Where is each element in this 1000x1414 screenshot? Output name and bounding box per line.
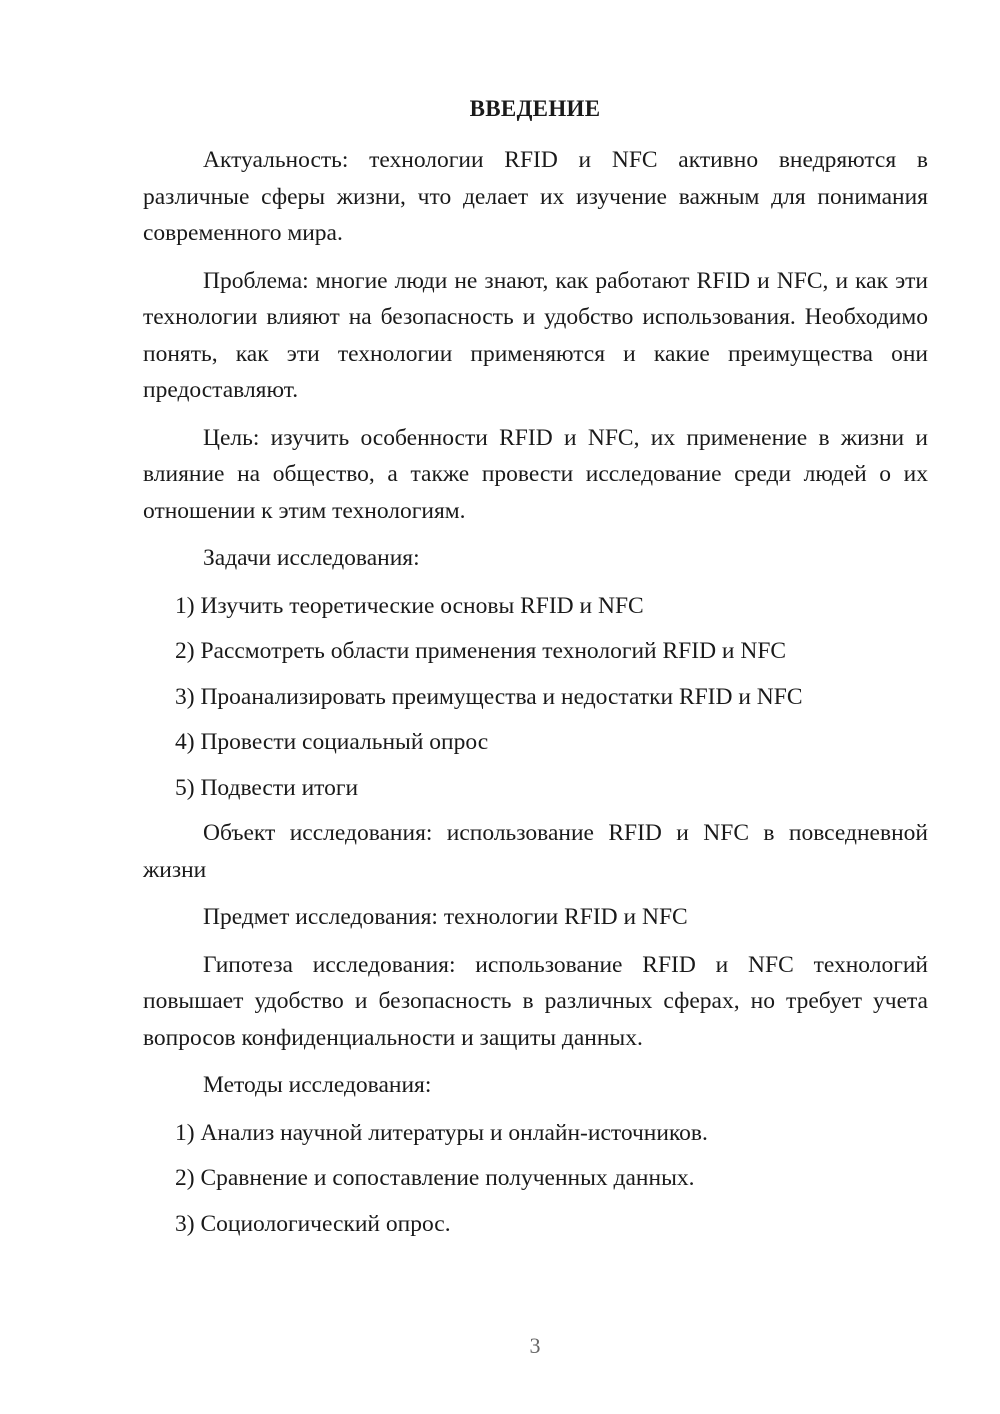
- hypothesis-paragraph: Гипотеза исследования: использование RFID и NFC технологий повышает удобство и безопасность в различных сферах, но требует учета вопросов конфиденциальности и защиты данных.: [143, 951, 928, 1051]
- task-item: 1) Изучить теоретические основы RFID и NFC: [175, 592, 644, 619]
- relevance-paragraph: Актуальность: технологии RFID и NFC активно внедряются в различные сферы жизни, что делает их изучение важным для понимания современного мира.: [143, 147, 928, 246]
- document-body: [143, 142, 928, 1251]
- subject-paragraph: Предмет исследования: технологии RFID и NFC: [203, 904, 688, 930]
- methods-label: Методы исследования:: [203, 1072, 432, 1098]
- method-item: 3) Социологический опрос.: [175, 1210, 451, 1237]
- goal-paragraph: Цель: изучить особенности RFID и NFC, их применение в жизни и влияние на общество, а также провести исследование среди людей о их отношении к этим технологиям.: [143, 424, 928, 524]
- task-item: 5) Подвести итоги: [175, 774, 359, 801]
- page-number: 3: [529, 1333, 541, 1358]
- section-heading: ВВЕДЕНИЕ: [469, 96, 601, 121]
- task-item: 4) Провести социальный опрос: [175, 729, 489, 755]
- tasks-label: Задачи исследования:: [203, 545, 420, 571]
- method-item: 2) Сравнение и сопоставление полученных данных.: [175, 1165, 695, 1191]
- task-item: 3) Проанализировать преимущества и недостатки RFID и NFC: [175, 683, 803, 710]
- object-paragraph: Объект исследования: использование RFID и NFC в повседневной жизни: [143, 820, 928, 883]
- task-item: 2) Рассмотреть области применения технологий RFID и NFC: [175, 638, 787, 664]
- problem-paragraph: Проблема: многие люди не знают, как работают RFID и NFC, и как эти технологии влияют на безопасность и удобство использования. Необходимо понять, как эти технологии применяются и какие преимущества они предоставляют.: [143, 267, 928, 403]
- method-item: 1) Анализ научной литературы и онлайн-источников.: [175, 1119, 708, 1146]
